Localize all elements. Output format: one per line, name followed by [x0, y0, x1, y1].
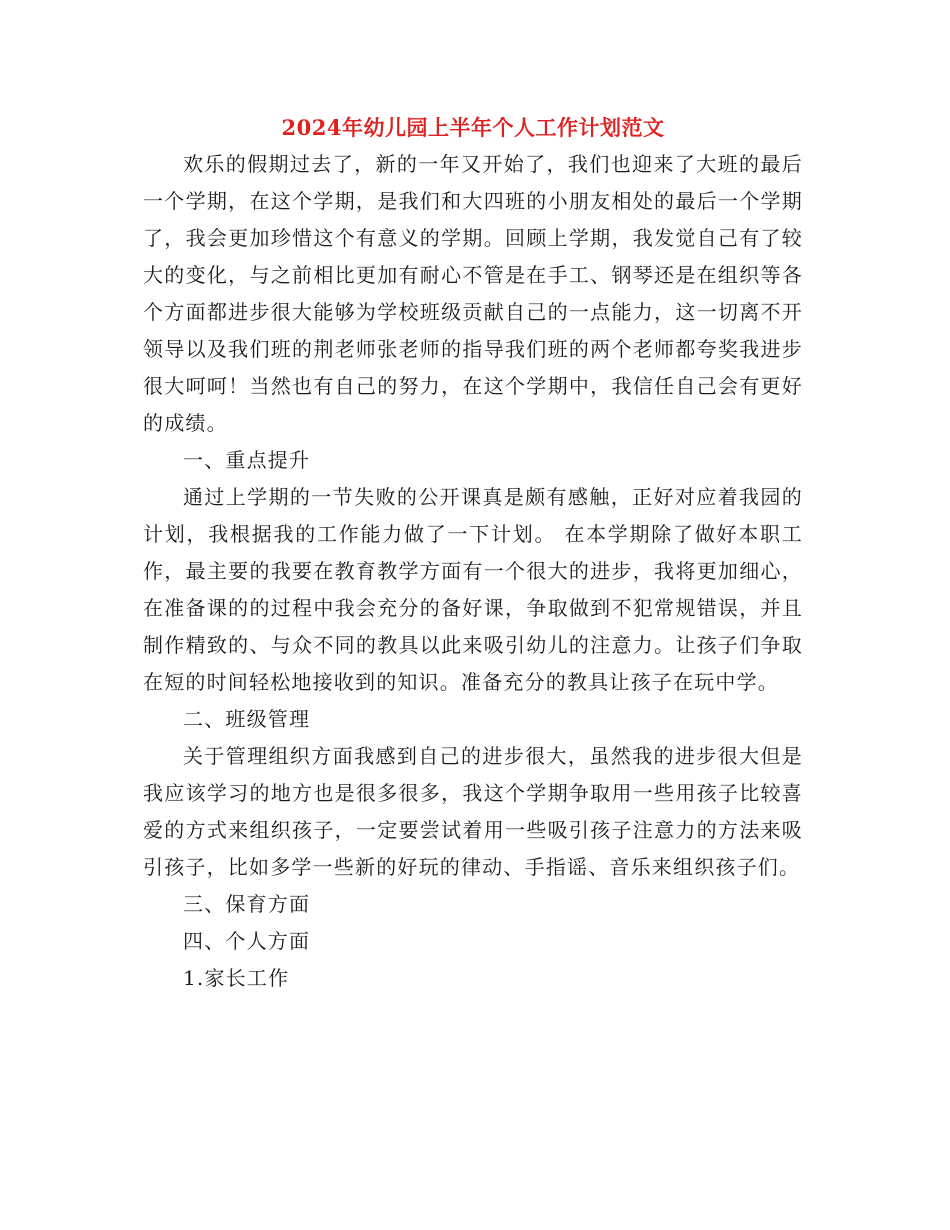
- document-page: [143, 112, 803, 997]
- document-title: 2024年幼儿园上半年个人工作计划范文: [281, 115, 665, 140]
- section-heading-focus: 一、重点提升: [183, 448, 311, 472]
- section-heading-personal: 四、个人方面: [183, 929, 311, 953]
- section-heading-childcare: 三、保育方面: [183, 892, 311, 916]
- subsection-heading-parents: 1.家长工作: [183, 966, 290, 990]
- class-management-paragraph: 关于管理组织方面我感到自己的进步很大，虽然我的进步很大但是我应该学习的地方也是很多很多，我这个学期争取用一些用孩子比较喜爱的方式来组织孩子，一定要尝试着用一些吸引孩子注意力的方法来吸引孩子，比如多学一些新的好玩的律动、手指谣、音乐来组织孩子们。: [143, 744, 803, 879]
- intro-paragraph: 欢乐的假期过去了，新的一年又开始了，我们也迎来了大班的最后一个学期，在这个学期，是我们和大四班的小朋友相处的最后一个学期了，我会更加珍惜这个有意义的学期。回顾上学期，我发觉自己有了较大的变化，与之前相比更加有耐心不管是在手工、钢琴还是在组织等各个方面都进步很大能够为学校班级贡献自己的一点能力，这一切离不开领导以及我们班的荆老师张老师的指导我们班的两个老师都夸奖我进步很大呵呵！当然也有自己的努力，在这个学期中，我信任自己会有更好的成绩。: [143, 152, 803, 435]
- focus-paragraph: 通过上学期的一节失败的公开课真是颇有感触，正好对应着我园的计划，我根据我的工作能力做了一下计划。 在本学期除了做好本职工作，最主要的我要在教育教学方面有一个很大的进步，我将更加细心，在准备课的的过程中我会充分的备好课，争取做到不犯常规错误，并且制作精致的、与众不同的教具以此来吸引幼儿的注意力。让孩子们争取在短的时间轻松地接收到的知识。准备充分的教具让孩子在玩中学。: [143, 485, 803, 694]
- section-heading-class-management: 二、班级管理: [183, 707, 311, 731]
